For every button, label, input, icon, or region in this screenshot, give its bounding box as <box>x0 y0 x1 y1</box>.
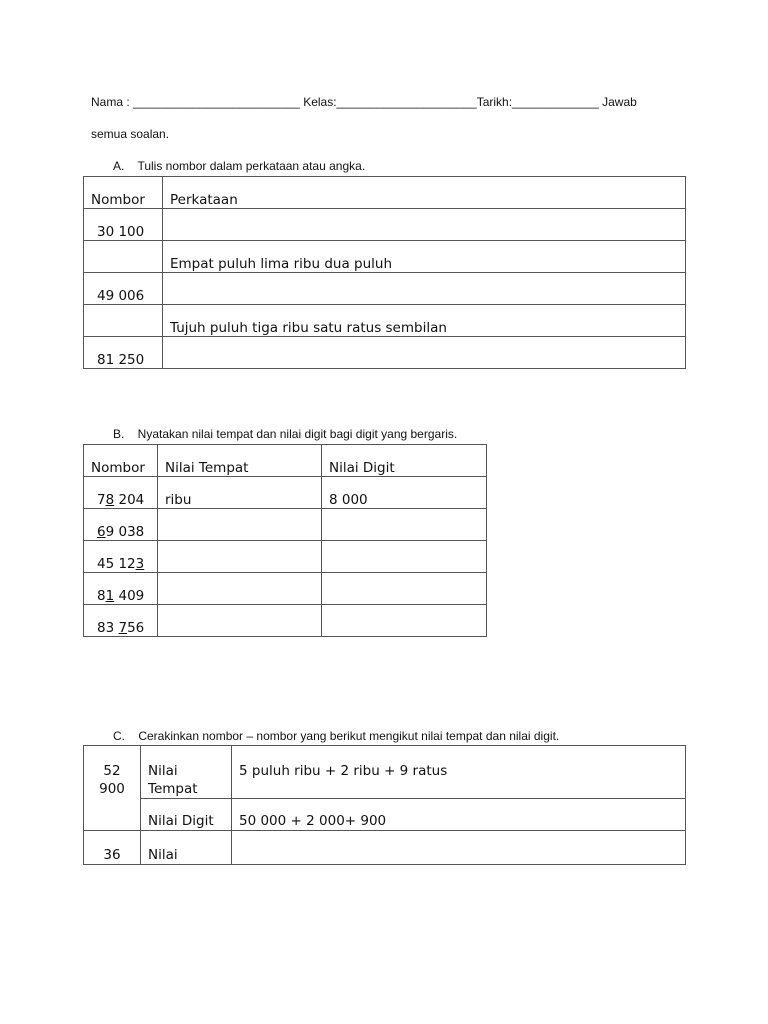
place-value-answer-cell[interactable] <box>158 605 322 637</box>
section-b-title: B. Nyatakan nilai tempat dan nilai digit bagi digit yang bergaris. <box>113 427 458 441</box>
number-prefix: 7 <box>97 492 106 508</box>
digit-value-answer-cell[interactable] <box>322 573 487 605</box>
place-value-answer-cell[interactable] <box>158 509 322 541</box>
section-b-table <box>83 444 487 637</box>
place-value-answer-cell[interactable] <box>158 573 322 605</box>
table-row <box>84 509 487 541</box>
column-header-perkataan: Perkataan <box>163 177 686 209</box>
table-row <box>84 799 686 831</box>
table-row <box>84 605 487 637</box>
number-cell: 81 250 <box>84 337 163 369</box>
words-answer-cell[interactable] <box>163 273 686 305</box>
number-suffix: 56 <box>127 620 145 636</box>
digit-value-answer-cell[interactable] <box>322 605 487 637</box>
underlined-digit: 6 <box>97 524 106 540</box>
digit-value-answer-cell[interactable] <box>322 541 487 573</box>
section-c-title: C. Cerakinkan nombor – nombor yang berikut mengikut nilai tempat dan nilai digit. <box>113 729 560 743</box>
number-cell: 52 900 <box>84 746 141 831</box>
table-row <box>84 273 686 305</box>
table-row <box>84 746 686 799</box>
number-suffix: 409 <box>114 588 145 604</box>
digit-value-answer-cell[interactable] <box>322 509 487 541</box>
words-answer-cell[interactable] <box>163 337 686 369</box>
table-row <box>84 831 686 865</box>
table-row <box>84 337 686 369</box>
number-cell <box>84 541 158 573</box>
table-header-row <box>84 177 686 209</box>
table-header-row <box>84 445 487 477</box>
underlined-digit: 8 <box>105 492 115 508</box>
words-cell: Empat puluh lima ribu dua puluh <box>163 241 686 273</box>
number-suffix: 204 <box>114 492 145 508</box>
words-cell: Tujuh puluh tiga ribu satu ratus sembilan <box>163 305 686 337</box>
number-prefix: 45 12 <box>97 556 136 572</box>
number-cell: 36 <box>84 831 141 865</box>
place-value-cell: ribu <box>158 477 322 509</box>
number-cell: 30 100 <box>84 209 163 241</box>
number-answer-cell[interactable] <box>84 305 163 337</box>
column-header-nombor: Nombor <box>84 445 158 477</box>
digit-value-expansion: 50 000 + 2 000+ 900 <box>232 799 686 831</box>
place-value-answer-cell[interactable] <box>232 831 686 865</box>
number-suffix: 9 038 <box>105 524 145 540</box>
underlined-digit: 1 <box>105 588 115 604</box>
instruction-text: semua soalan. <box>91 127 170 141</box>
student-info-line: Nama : _________________________ Kelas:_____________________Tarikh:_____________ Jawab <box>91 95 637 109</box>
table-row <box>84 573 487 605</box>
column-header-nilai-digit: Nilai Digit <box>322 445 487 477</box>
number-answer-cell[interactable] <box>84 241 163 273</box>
place-value-label: Nilai <box>141 831 232 865</box>
section-c-table <box>83 745 686 865</box>
table-row <box>84 209 686 241</box>
number-cell <box>84 605 158 637</box>
number-prefix: 83 <box>97 620 119 636</box>
table-row <box>84 305 686 337</box>
words-answer-cell[interactable] <box>163 209 686 241</box>
underlined-digit: 7 <box>118 620 128 636</box>
number-cell <box>84 573 158 605</box>
table-row <box>84 241 686 273</box>
section-a-table <box>83 176 686 369</box>
number-prefix: 8 <box>97 588 106 604</box>
table-row <box>84 477 487 509</box>
column-header-nombor: Nombor <box>84 177 163 209</box>
number-cell <box>84 477 158 509</box>
table-row <box>84 541 487 573</box>
number-cell <box>84 509 158 541</box>
column-header-nilai-tempat: Nilai Tempat <box>158 445 322 477</box>
place-value-expansion: 5 puluh ribu + 2 ribu + 9 ratus <box>232 746 686 799</box>
section-a-title: A. Tulis nombor dalam perkataan atau angka. <box>113 159 366 173</box>
place-value-label: Nilai Tempat <box>141 746 232 799</box>
place-value-answer-cell[interactable] <box>158 541 322 573</box>
number-cell: 49 006 <box>84 273 163 305</box>
digit-value-cell: 8 000 <box>322 477 487 509</box>
digit-value-label: Nilai Digit <box>141 799 232 831</box>
underlined-digit: 3 <box>135 556 145 572</box>
